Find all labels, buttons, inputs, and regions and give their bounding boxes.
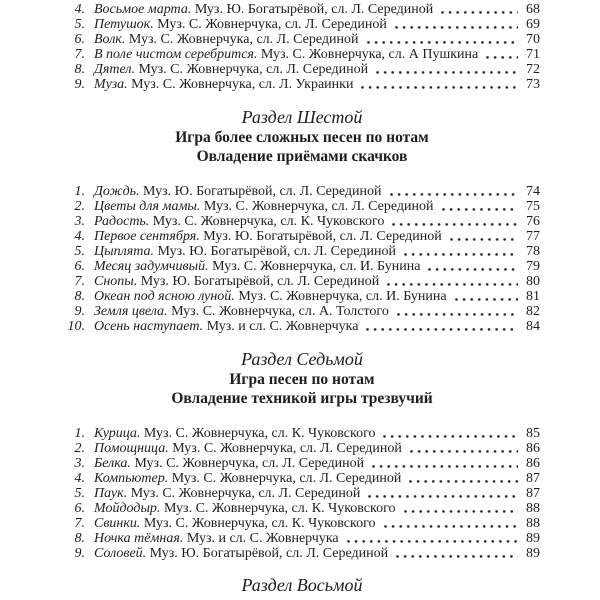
item-page-number: 76 (526, 213, 540, 229)
item-text (94, 546, 388, 561)
item-title: Петушок. (94, 17, 154, 33)
item-page-number: 72 (526, 62, 540, 78)
item-page-number: 75 (526, 198, 540, 214)
toc-item (64, 62, 540, 77)
item-text (94, 486, 360, 501)
item-text (94, 229, 442, 244)
item-text (94, 516, 376, 531)
item-text (94, 471, 401, 486)
dot-leader (365, 32, 518, 47)
item-number: 4. (74, 2, 85, 17)
item-page-number: 77 (526, 228, 540, 244)
item-number: 4. (74, 470, 85, 486)
toc-item (64, 17, 540, 32)
item-number: 7. (74, 47, 85, 63)
item-number: 9. (74, 77, 85, 93)
item-page-number: 89 (526, 531, 540, 547)
dot-leader (366, 486, 518, 501)
item-credits: Муз. С. Жовнерчука, сл. И. Бунина (212, 259, 421, 275)
item-text (94, 274, 379, 289)
item-credits: Муз. и сл. С. Жовнерчука (186, 531, 339, 547)
item-credits: Муз. Ю. Богатырёвой, сл. Л. Серединой (194, 2, 434, 17)
toc-item (64, 289, 540, 304)
item-number: 7. (74, 274, 85, 290)
item-credits: Муз. С. Жовнерчука, сл. Л. Серединой (157, 17, 387, 33)
item-number: 6. (74, 32, 85, 48)
dot-leader (448, 229, 518, 244)
item-title: Радость. (94, 213, 150, 229)
toc-item (64, 32, 540, 47)
dot-leader (385, 274, 518, 289)
section-heading: Раздел Седьмой (241, 348, 363, 369)
section-heading: Раздел Шестой (241, 106, 363, 127)
dot-leader (402, 244, 518, 259)
dot-leader (382, 516, 519, 531)
section-heading-block (64, 349, 540, 408)
toc-item (64, 214, 540, 229)
item-credits: Муз. С. Жовнерчука, сл. Л. Серединой (128, 32, 359, 48)
toc-item (64, 426, 540, 441)
item-number: 1. (74, 425, 85, 441)
item-title: Океан под ясною луной. (94, 289, 235, 305)
item-credits: Муз. С. Жовнерчука, сл. К. Чуковского (143, 516, 376, 532)
item-title: Снопы. (94, 274, 138, 290)
item-credits: Муз. С. Жовнерчука, сл. Л. Украинки (131, 77, 354, 93)
section-subtitle: Игра более сложных песен по нотам (175, 128, 429, 146)
item-credits: Муз. С. Жовнерчука, сл. Л. Серединой (203, 198, 434, 214)
item-text (94, 244, 396, 259)
item-page-number: 82 (526, 304, 540, 320)
item-title: Первое сентября. (94, 228, 200, 244)
dot-leader (395, 304, 518, 319)
toc-item (64, 441, 540, 456)
item-number: 9. (74, 546, 85, 562)
item-text (94, 77, 353, 92)
item-number: 6. (74, 500, 85, 516)
item-title: Цыплята. (94, 243, 154, 259)
item-number: 5. (74, 17, 85, 33)
item-text (94, 32, 359, 47)
item-credits: Муз. С. Жовнерчука, сл. К. Чуковского (143, 425, 376, 441)
item-credits: Муз. С. Жовнерчука, сл. И. Бунина (238, 289, 447, 305)
toc-item (64, 184, 540, 199)
item-page-number: 88 (526, 500, 540, 516)
toc-section-eight (64, 575, 540, 596)
item-text (94, 2, 433, 17)
item-title: Волк. (94, 32, 126, 48)
toc-item (64, 531, 540, 546)
item-number: 2. (74, 198, 85, 214)
toc-item (64, 319, 540, 334)
item-title: Свинки. (94, 516, 141, 532)
toc-item (64, 229, 540, 244)
item-credits: Муз. Ю. Богатырёвой, сл. Л. Серединой (149, 546, 389, 562)
item-number: 9. (74, 304, 85, 320)
item-text (94, 214, 384, 229)
item-page-number: 87 (526, 470, 540, 486)
item-title: Мойдодыр. (94, 500, 161, 516)
item-title: В поле чистом серебрится. (94, 47, 258, 63)
toc-section-seven (64, 349, 540, 562)
item-title: Восьмое марта. (94, 2, 192, 17)
item-page-number: 85 (526, 425, 540, 441)
toc-item (64, 546, 540, 561)
dot-leader (407, 471, 518, 486)
item-credits: Муз. Ю. Богатырёвой, сл. Л. Серединой (157, 243, 396, 259)
item-title: Дождь. (94, 183, 140, 199)
item-title: Земля цвела. (94, 304, 168, 320)
dot-leader (390, 214, 518, 229)
toc-item (64, 259, 540, 274)
dot-leader (408, 441, 518, 456)
item-text (94, 441, 402, 456)
item-page-number: 89 (526, 546, 540, 562)
item-title: Паук. (94, 485, 128, 501)
item-text (94, 531, 339, 546)
item-number: 1. (74, 183, 85, 199)
item-text (94, 456, 364, 471)
item-page-number: 69 (526, 17, 540, 33)
item-title: Месяц задумчивый. (94, 259, 209, 275)
item-page-number: 81 (526, 289, 540, 305)
toc-item (64, 274, 540, 289)
toc-item (64, 456, 540, 471)
dot-leader (394, 546, 518, 561)
item-number: 8. (74, 289, 85, 305)
item-page-number: 88 (526, 516, 540, 532)
item-number: 6. (74, 259, 85, 275)
dot-leader (374, 62, 518, 77)
item-page-number: 79 (526, 259, 540, 275)
section-heading-block (64, 107, 540, 166)
item-text (94, 184, 382, 199)
toc-item (64, 199, 540, 214)
item-text (94, 199, 434, 214)
item-credits: Муз. С. Жовнерчука, сл. Л. Серединой (138, 62, 369, 78)
item-title: Помощница. (94, 440, 169, 456)
dot-leader (381, 426, 518, 441)
dot-leader (388, 184, 519, 199)
dot-leader (359, 77, 518, 92)
toc-item (64, 77, 540, 92)
item-number: 3. (74, 455, 85, 471)
item-title: Компьютер. (94, 470, 169, 486)
item-credits: Муз. С. Жовнерчука, сл. Л. Серединой (130, 485, 361, 501)
section-heading-block (64, 575, 540, 596)
item-page-number: 73 (526, 77, 540, 93)
dot-leader (402, 501, 518, 516)
toc-section-six (64, 107, 540, 335)
toc-item (64, 501, 540, 516)
item-number: 4. (74, 228, 85, 244)
item-text (94, 259, 420, 274)
item-credits: Муз. С. Жовнерчука, сл. А. Толстого (171, 304, 389, 320)
item-title: Ночка тёмная. (94, 531, 184, 547)
toc-item-list (64, 426, 540, 562)
item-page-number: 86 (526, 455, 540, 471)
item-number: 2. (74, 440, 85, 456)
item-credits: Муз. Ю. Богатырёвой, сл. Л. Серединой (143, 183, 382, 199)
dot-leader (453, 289, 518, 304)
dot-leader (370, 456, 518, 471)
item-text (94, 319, 358, 334)
dot-leader (345, 531, 518, 546)
item-credits: Муз. С. Жовнерчука, сл. К. Чуковского (152, 213, 385, 229)
item-number: 5. (74, 243, 85, 259)
item-number: 8. (74, 62, 85, 78)
item-title: Курица. (94, 425, 141, 441)
item-page-number: 80 (526, 274, 540, 290)
section-subtitle: Овладение приёмами скачков (196, 147, 408, 165)
toc-item-list (64, 2, 540, 93)
item-title: Цветы для мамы. (94, 198, 201, 214)
item-page-number: 70 (526, 32, 540, 48)
item-number: 10. (67, 319, 85, 335)
item-text (94, 47, 478, 62)
item-text (94, 426, 375, 441)
item-credits: Муз. С. Жовнерчука, сл. Л. Серединой (172, 440, 402, 456)
toc-item (64, 471, 540, 486)
section-subtitle: Овладение техникой игры трезвучий (171, 389, 433, 407)
toc-item-list (64, 184, 540, 335)
dot-leader (439, 2, 518, 17)
section-heading: Раздел Восьмой (241, 575, 363, 596)
item-page-number: 84 (526, 319, 540, 335)
item-credits: Муз. С. Жовнерчука, сл. К. Чуковского (163, 500, 396, 516)
toc-item (64, 2, 540, 17)
item-credits: Муз. и сл. С. Жовнерчука (206, 319, 359, 335)
item-text (94, 17, 387, 32)
item-credits: Муз. Ю. Богатырёвой, сл. Л. Серединой (140, 274, 380, 290)
dot-leader (364, 319, 518, 334)
section-subtitle: Игра песен по нотам (229, 370, 375, 388)
toc-item (64, 304, 540, 319)
dot-leader (440, 199, 518, 214)
item-text (94, 501, 396, 516)
item-credits: Муз. Ю. Богатырёвой, сл. Л. Серединой (203, 228, 442, 244)
item-credits: Муз. С. Жовнерчука, сл. А Пушкина (260, 47, 479, 63)
item-page-number: 87 (526, 485, 540, 501)
item-title: Соловей. (94, 546, 147, 562)
toc-item (64, 516, 540, 531)
item-text (94, 304, 389, 319)
item-page-number: 86 (526, 440, 540, 456)
item-page-number: 71 (526, 47, 540, 63)
toc-item (64, 244, 540, 259)
item-title: Дятел. (94, 62, 135, 78)
dot-leader (393, 17, 518, 32)
item-page-number: 78 (526, 243, 540, 259)
toc-item (64, 47, 540, 62)
toc-section-partial (64, 2, 540, 93)
item-credits: Муз. С. Жовнерчука, сл. Л. Серединой (171, 470, 402, 486)
item-title: Осень наступает. (94, 319, 204, 335)
toc-item (64, 486, 540, 501)
dot-leader (426, 259, 518, 274)
item-number: 3. (74, 213, 85, 229)
item-title: Муза. (94, 77, 128, 93)
item-page-number: 74 (526, 183, 540, 199)
item-number: 7. (74, 516, 85, 532)
item-title: Белка. (94, 455, 131, 471)
item-credits: Муз. С. Жовнерчука, сл. Л. Серединой (134, 455, 365, 471)
dot-leader (484, 47, 518, 62)
item-text (94, 289, 447, 304)
item-text (94, 62, 368, 77)
item-number: 8. (74, 531, 85, 547)
item-page-number: 68 (526, 2, 540, 17)
item-number: 5. (74, 485, 85, 501)
